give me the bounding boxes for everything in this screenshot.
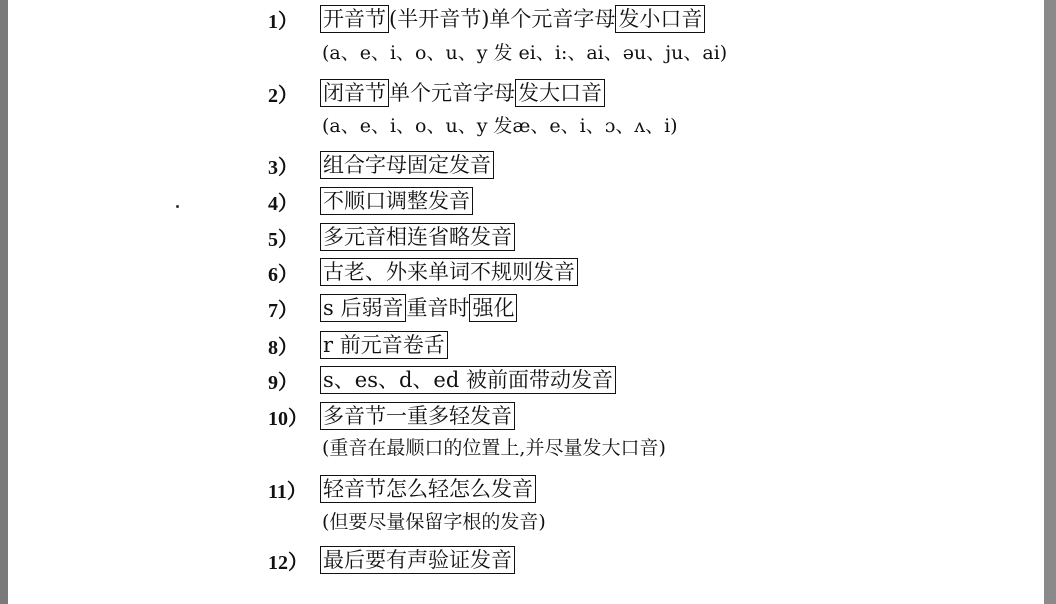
item-number: 4） (268, 192, 298, 215)
item-11-note: (但要尽量保留字根的发音) (322, 511, 546, 533)
item-number: 7） (268, 299, 298, 322)
boxed-term: 开音节 (320, 5, 389, 33)
item-number: 8） (268, 336, 298, 359)
item-number: 11） (268, 480, 307, 503)
boxed-term: 最后要有声验证发音 (320, 546, 515, 574)
speck (176, 205, 179, 208)
item-number: 10） (268, 407, 308, 430)
item-number: 1） (268, 10, 298, 33)
plain-text: 重音时 (406, 296, 470, 320)
item-number: 5） (268, 228, 298, 251)
list-item-8 (268, 330, 448, 360)
item-number: 3） (268, 156, 298, 179)
list-item-11 (268, 474, 536, 504)
item-number: 12） (268, 551, 308, 574)
list-item-3 (268, 150, 494, 180)
item-number: 2） (268, 84, 298, 107)
plain-text: (半开音节)单个元音字母 (389, 7, 616, 31)
boxed-term: s 后弱音 (320, 294, 406, 322)
list-item-5 (268, 222, 515, 252)
list-item-12 (268, 545, 515, 575)
boxed-term: 强化 (469, 294, 517, 322)
list-item-1 (268, 4, 705, 34)
boxed-term: 多元音相连省略发音 (320, 223, 515, 251)
list-item-6 (268, 257, 578, 287)
boxed-term: 组合字母固定发音 (320, 151, 494, 179)
left-edge-bar (0, 0, 8, 604)
boxed-term: 轻音节怎么轻怎么发音 (320, 475, 536, 503)
item-number: 9） (268, 371, 298, 394)
boxed-term: 多音节一重多轻发音 (320, 402, 515, 430)
boxed-term: 闭音节 (320, 79, 389, 107)
boxed-term: 发小口音 (615, 5, 705, 33)
boxed-term: 发大口音 (515, 79, 605, 107)
list-item-2 (268, 78, 605, 108)
item-1-note: (a、e、i、o、u、y 发 ei、i:、ai、əu、ju、ai) (322, 42, 728, 64)
boxed-term: 古老、外来单词不规则发音 (320, 258, 578, 286)
plain-text: 单个元音字母 (389, 81, 515, 105)
boxed-term: s、es、d、ed 被前面带动发音 (320, 366, 616, 394)
list-item-9 (268, 365, 616, 395)
boxed-term: 不顺口调整发音 (320, 187, 473, 215)
list-item-4 (268, 186, 473, 216)
item-number: 6） (268, 263, 298, 286)
item-10-note: (重音在最顺口的位置上,并尽量发大口音) (322, 437, 666, 459)
list-item-7 (268, 293, 517, 323)
right-edge-bar (1044, 0, 1056, 604)
list-item-10 (268, 401, 515, 431)
item-2-note: (a、e、i、o、u、y 发æ、e、i、ɔ、ʌ、i) (322, 115, 678, 137)
boxed-term: r 前元音卷舌 (320, 331, 448, 359)
